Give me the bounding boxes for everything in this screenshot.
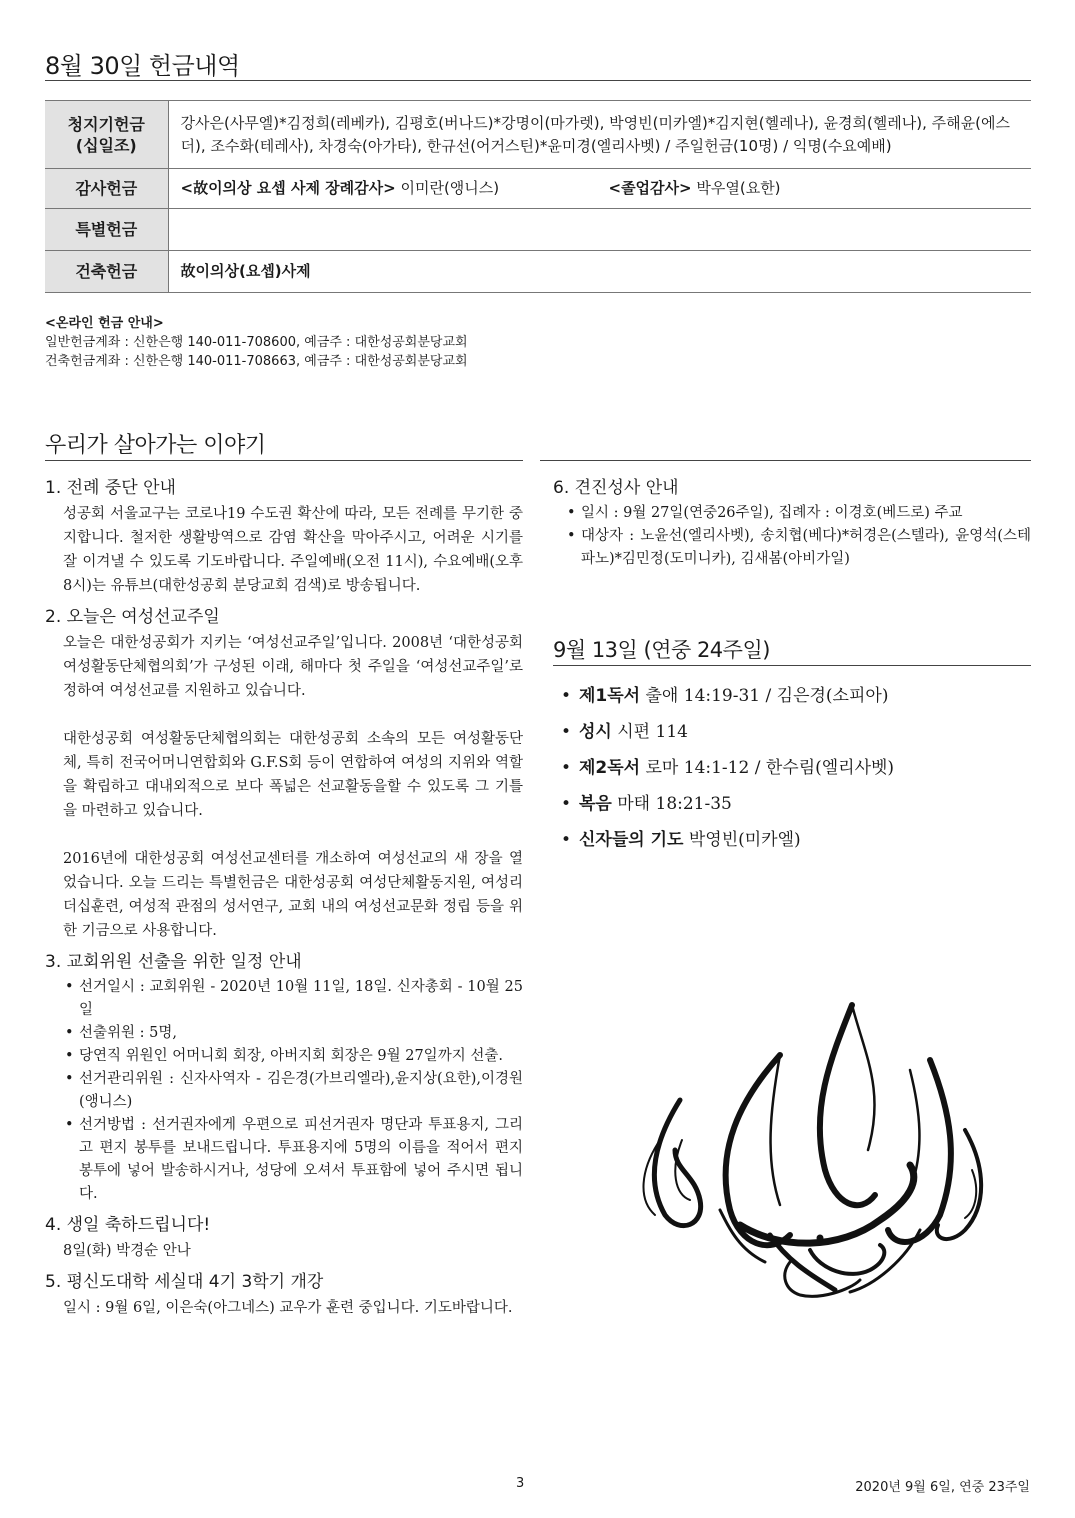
section-5 bbox=[45, 1271, 523, 1320]
section-body: 성공회 서울교구는 코로나19 수도권 확산에 따라, 모든 전례를 무기한 중지합니다. 철저한 생활방역으로 감염 확산을 막아주시고, 어려운 시기를 잘 이겨낼 수 있도록 기도바랍니다. 주일예배(오전 11시), 수요예배(오후 8시)는 유튜브(대한성공회 분당교회 검색)로 방송됩니다. bbox=[63, 506, 523, 594]
table-row bbox=[45, 101, 1031, 169]
value-special bbox=[168, 209, 1031, 251]
table-row bbox=[45, 169, 1031, 209]
reading-item: • 복음 마태 18:21-35 bbox=[561, 786, 1031, 822]
section-title: 1. 전례 중단 안내 bbox=[45, 478, 176, 498]
reading-item: • 신자들의 기도 박영빈(미카엘) bbox=[561, 822, 1031, 858]
value-building: 故이의상(요셉)사제 bbox=[168, 251, 1031, 293]
title-rule bbox=[45, 80, 1031, 81]
thanks-title-2: <졸업감사> bbox=[608, 179, 692, 197]
reading-item: • 제2독서 로마 14:1-12 / 한수림(엘리사벳) bbox=[561, 750, 1031, 786]
value-tithe: 강사은(사무엘)*김정희(레베카), 김평호(버나드)*강명이(마가렛), 박영빈(미카엘)*김지현(헬레나), 윤경희(헬레나), 주해윤(에스더), 조수화(테레사), 차경숙(아가타), 한규선(어거스틴)*윤미경(엘리사벳) / 주일헌금(10명) / 익명(수요예배) bbox=[168, 101, 1031, 169]
section-body: 대한성공회 여성활동단체협의회는 대한성공회 소속의 모든 여성활동단체, 특히 전국어머니연합회와 G.F.S회 등이 연합하여 여성의 지위와 역할을 확립하고 대내외적으로 보다 폭넓은 선교활동을할 수 있도록 그 기틀을 마련하고 있습니다. bbox=[63, 731, 523, 819]
confirmation-list bbox=[553, 502, 1031, 571]
reading-item: • 성시 시편 114 bbox=[561, 714, 1031, 750]
offering-table bbox=[45, 100, 1031, 293]
value-thanks bbox=[168, 169, 1031, 209]
section-4 bbox=[45, 1214, 523, 1263]
section-body: 8일(화) 박경순 안나 bbox=[63, 1243, 191, 1259]
stories-rule bbox=[45, 460, 523, 461]
readings-title: 9월 13일 (연중 24주일) bbox=[553, 638, 770, 662]
list-item: • 당연직 위원인 어머니회 회장, 아버지회 회장은 9월 27일까지 선출. bbox=[65, 1045, 523, 1068]
section-body: 오늘은 대한성공회가 지키는 ‘여성선교주일’입니다. 2008년 ‘대한성공회 여성활동단체협의회’가 구성된 이래, 해마다 첫 주일을 ‘여성선교주일’로 정하여 여성선교를 지원하고 있습니다. bbox=[63, 635, 523, 699]
table-row bbox=[45, 251, 1031, 293]
label-building: 건축헌금 bbox=[45, 251, 168, 293]
reading-item: • 제1독서 출애 14:19-31 / 김은경(소피아) bbox=[561, 678, 1031, 714]
left-column bbox=[45, 477, 523, 1328]
online-offering-info bbox=[45, 314, 468, 371]
section-6 bbox=[553, 477, 1031, 571]
list-item: • 대상자 : 노윤선(엘리사벳), 송치협(베다)*허경은(스텔라), 윤영석(스테파노)*김민정(도미니카), 김새봄(아비가일) bbox=[567, 525, 1031, 571]
section-title: 5. 평신도대학 세실대 4기 3학기 개강 bbox=[45, 1272, 324, 1292]
thanks-name-1: 이미란(앵니스) bbox=[395, 179, 500, 197]
section-1 bbox=[45, 477, 523, 598]
section-title: 2. 오늘은 여성선교주일 bbox=[45, 607, 220, 627]
offering-title: 8월 30일 헌금내역 bbox=[45, 52, 240, 80]
list-item: • 선거방법 : 선거권자에게 우편으로 피선거권자 명단과 투표용지, 그리고 편지 봉투를 보내드립니다. 투표용지에 5명의 이름을 적어서 편지 봉투에 넣어 발송하시거나, 성당에 오셔서 투표함에 넣어 주시면 됩니다. bbox=[65, 1114, 523, 1206]
section-title: 3. 교회위원 선출을 위한 일정 안내 bbox=[45, 952, 302, 972]
list-item: • 선출위원 : 5명, bbox=[65, 1022, 523, 1045]
dove-flame-illustration bbox=[620, 1000, 990, 1300]
label-special: 특별헌금 bbox=[45, 209, 168, 251]
footer-date: 2020년 9월 6일, 연중 23주일 bbox=[855, 1480, 1030, 1495]
list-item: • 선거일시 : 교회위원 - 2020년 10월 11일, 18일. 신자총회 - 10월 25일 bbox=[65, 976, 523, 1022]
page-number: 3 bbox=[516, 1476, 525, 1491]
section-body: 2016년에 대한성공회 여성선교센터를 개소하여 여성선교의 새 장을 열었습니다. 오늘 드리는 특별헌금은 대한성공회 여성단체활동지원, 여성리더십훈련, 여성적 관점의 성서연구, 교회 내의 여성선교문화 정립 등을 위한 기금으로 사용합니다. bbox=[63, 851, 523, 939]
thanks-title-1: <故이의상 요셉 사제 장례감사> bbox=[180, 179, 396, 197]
right-column bbox=[553, 477, 1031, 579]
list-item: • 일시 : 9월 27일(연중26주일), 집례자 : 이경호(베드로) 주교 bbox=[567, 502, 1031, 525]
section-body: 일시 : 9월 6일, 이은숙(아그네스) 교우가 훈련 중입니다. 기도바랍니다. bbox=[63, 1300, 513, 1316]
readings-rule bbox=[553, 665, 1031, 666]
section-title: 6. 견진성사 안내 bbox=[553, 478, 679, 498]
thanks-name-2: 박우열(요한) bbox=[691, 179, 781, 197]
section-2 bbox=[45, 606, 523, 943]
online-head: <온라인 헌금 안내> bbox=[45, 316, 164, 331]
readings-list bbox=[553, 678, 1031, 858]
online-account-general: 일반헌금계좌 : 신한은행 140-011-708600, 예금주 : 대한성공회분당교회 bbox=[45, 335, 468, 350]
election-list bbox=[45, 976, 523, 1206]
stories-rule-right bbox=[540, 460, 1031, 461]
online-account-building: 건축헌금계좌 : 신한은행 140-011-708663, 예금주 : 대한성공회분당교회 bbox=[45, 354, 468, 369]
label-thanks: 감사헌금 bbox=[45, 169, 168, 209]
section-title: 4. 생일 축하드립니다! bbox=[45, 1215, 211, 1235]
stories-title: 우리가 살아가는 이야기 bbox=[45, 433, 266, 458]
list-item: • 선거관리위원 : 신자사역자 - 김은경(가브리엘라),윤지상(요한),이경원(앵니스) bbox=[65, 1068, 523, 1114]
section-3 bbox=[45, 951, 523, 1206]
table-row bbox=[45, 209, 1031, 251]
label-tithe: 청지기헌금 (십일조) bbox=[45, 101, 168, 169]
